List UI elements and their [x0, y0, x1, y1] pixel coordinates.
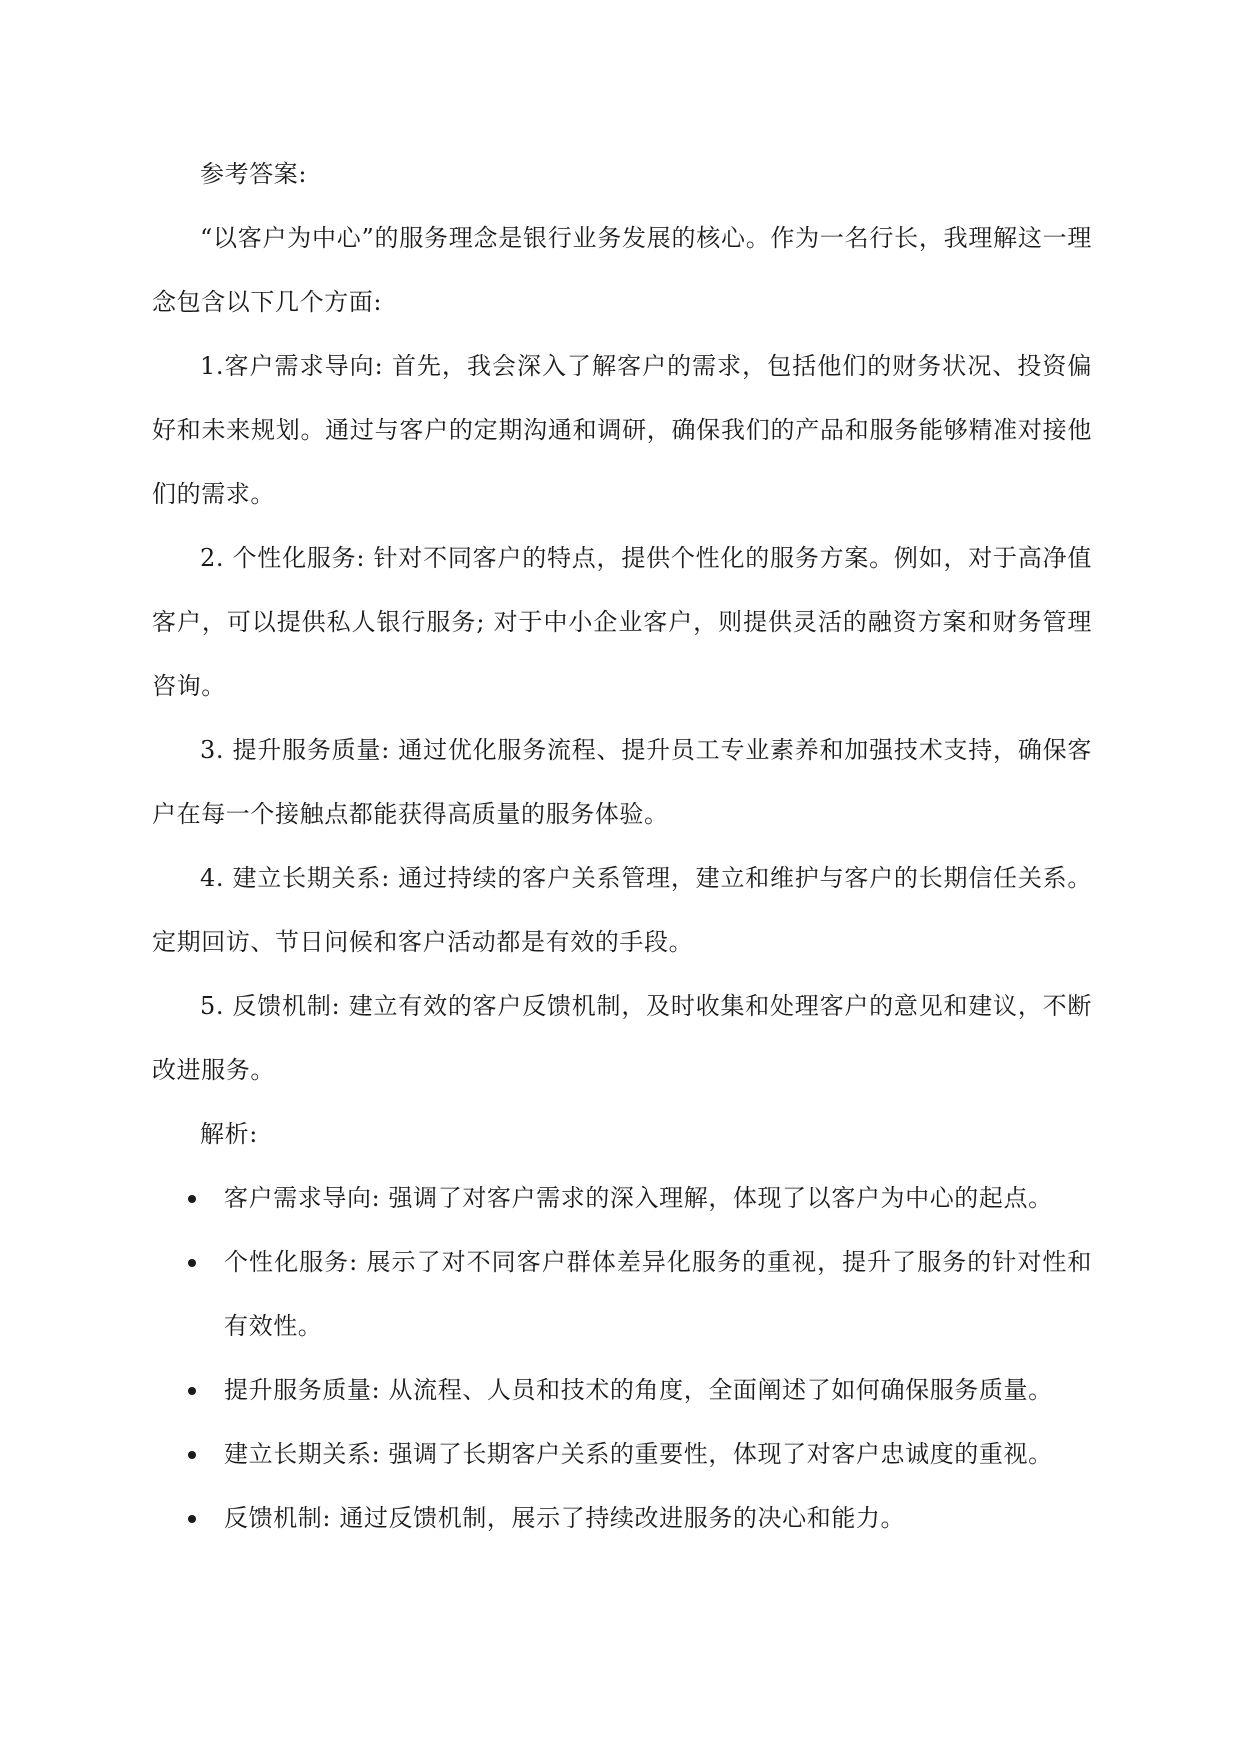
analysis-item-text: 建立长期关系: 强调了长期客户关系的重要性，体现了对客户忠诚度的重视。	[224, 1440, 1053, 1468]
analysis-item-text: 个性化服务: 展示了对不同客户群体差异化服务的重视，提升了服务的针对性和有效性。	[224, 1248, 1092, 1340]
bullet-icon	[188, 1387, 196, 1395]
analysis-list-item	[152, 1358, 1092, 1422]
bullet-icon	[188, 1195, 196, 1203]
point-paragraph-4: 4. 建立长期关系: 通过持续的客户关系管理，建立和维护与客户的长期信任关系。定期回访、节日问候和客户活动都是有效的手段。	[152, 864, 1092, 956]
analysis-item-text: 客户需求导向: 强调了对客户需求的深入理解，体现了以客户为中心的起点。	[224, 1184, 1053, 1212]
bullet-icon	[188, 1515, 196, 1523]
analysis-heading: 解析:	[200, 1120, 258, 1148]
point-paragraph-5: 5. 反馈机制: 建立有效的客户反馈机制，及时收集和处理客户的意见和建议，不断改进服务。	[152, 992, 1092, 1084]
bullet-icon	[188, 1451, 196, 1459]
answer-heading: 参考答案:	[200, 160, 308, 188]
document-body	[152, 142, 1092, 1550]
analysis-list	[152, 1166, 1092, 1550]
point-paragraph-2: 2. 个性化服务: 针对不同客户的特点，提供个性化的服务方案。例如，对于高净值客户，可以提供私人银行服务; 对于中小企业客户，则提供灵活的融资方案和财务管理咨询。	[152, 544, 1092, 700]
analysis-list-item	[152, 1166, 1092, 1230]
intro-paragraph: “以客户为中心”的服务理念是银行业务发展的核心。作为一名行长，我理解这一理念包含以下几个方面:	[152, 224, 1092, 316]
analysis-list-item	[152, 1422, 1092, 1486]
analysis-list-item	[152, 1230, 1092, 1358]
point-paragraph-1: 1.客户需求导向: 首先，我会深入了解客户的需求，包括他们的财务状况、投资偏好和未来规划。通过与客户的定期沟通和调研，确保我们的产品和服务能够精准对接他们的需求。	[152, 352, 1092, 508]
analysis-list-item	[152, 1486, 1092, 1550]
bullet-icon	[188, 1259, 196, 1267]
point-paragraph-3: 3. 提升服务质量: 通过优化服务流程、提升员工专业素养和加强技术支持，确保客户在每一个接触点都能获得高质量的服务体验。	[152, 736, 1092, 828]
analysis-item-text: 提升服务质量: 从流程、人员和技术的角度，全面阐述了如何确保服务质量。	[224, 1376, 1053, 1404]
analysis-item-text: 反馈机制: 通过反馈机制，展示了持续改进服务的决心和能力。	[224, 1504, 906, 1532]
